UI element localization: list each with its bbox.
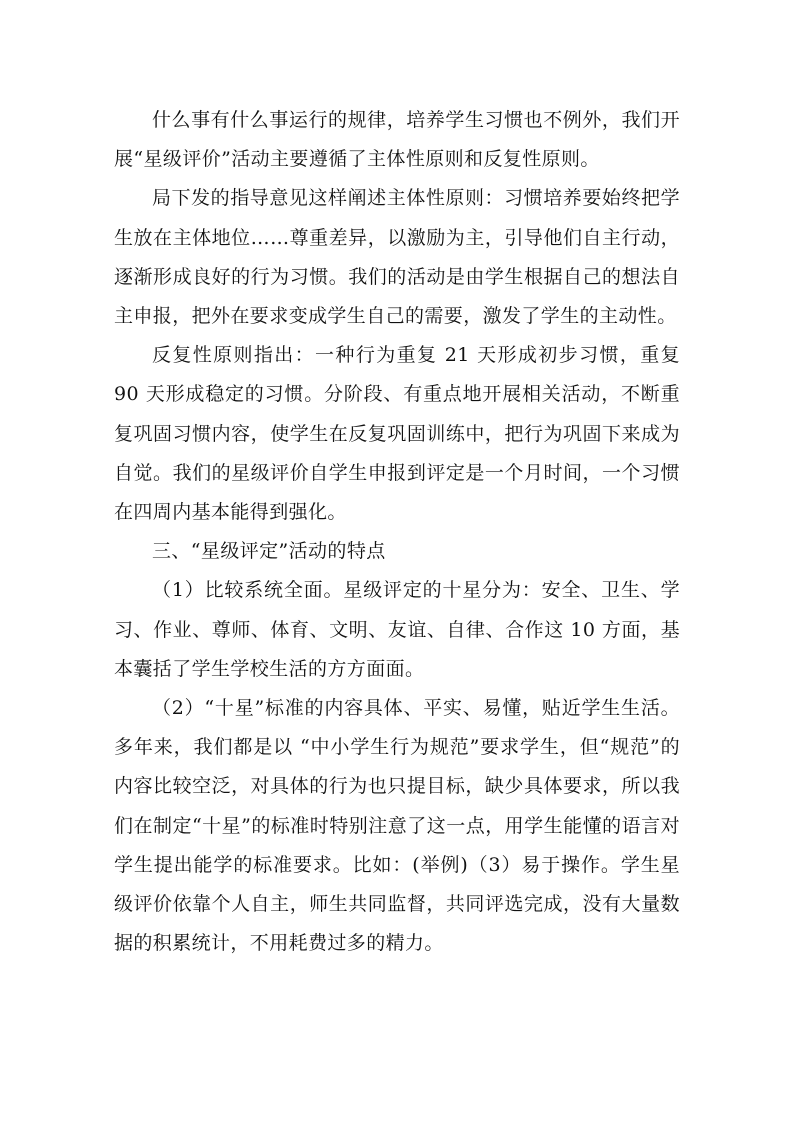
section-heading-features: 三、“星级评定”活动的特点 [152,540,386,563]
paragraph-feature-1: （1）比较系统全面。星级评定的十星分为：安全、卫生、学习、作业、尊师、体育、文明、友谊、自律、合作这 10 方面，基本囊括了学生学校生活的方方面面。 [114,579,680,680]
paragraph-feature-2-3: （2）“十星”标准的内容具体、平实、易懂，贴近学生生活。多年来，我们都是以 “中小学生行为规范”要求学生，但“规范”的内容比较空泛，对具体的行为也只提目标，缺少具体要求，所以我们在制定“十星”的标准时特别注意了这一点，用学生能懂的语言对学生提出能学的标准要求。比如：(举例)（3）易于操作。学生星级评价依靠个人自主，师生共同监督，共同评选完成，没有大量数据的积累统计，不用耗费过多的精力。 [114,697,680,955]
paragraph-subject-principle: 局下发的指导意见这样阐述主体性原则：习惯培养要始终把学生放在主体地位……尊重差异，以激励为主，引导他们自主行动，逐渐形成良好的行为习惯。我们的活动是由学生根据自己的想法自主申报，把外在要求变成学生自己的需要，激发了学生的主动性。 [114,187,680,328]
paragraph-repetition-principle: 反复性原则指出：一种行为重复 21 天形成初步习惯，重复 90 天形成稳定的习惯。分阶段、有重点地开展相关活动，不断重复巩固习惯内容，使学生在反复巩固训练中，把行为巩固下来成为自觉。我们的星级评价自学生申报到评定是一个月时间，一个习惯在四周内基本能得到强化。 [114,344,680,524]
document-body [114,101,680,963]
paragraph-principles-intro: 什么事有什么事运行的规律，培养学生习惯也不例外，我们开展“星级评价”活动主要遵循了主体性原则和反复性原则。 [114,109,680,171]
